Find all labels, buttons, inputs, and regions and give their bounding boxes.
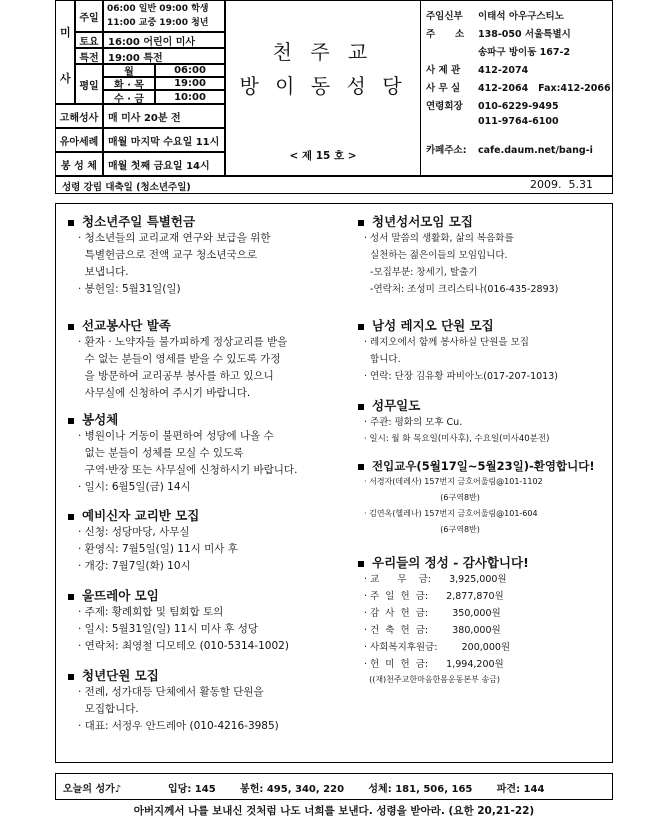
contact-row-rectory bbox=[426, 62, 612, 80]
section-title: 우리들의 정성 - 감사합니다! bbox=[372, 555, 529, 570]
contact-row-pastor bbox=[426, 8, 612, 26]
contact-row-address-2 bbox=[426, 44, 612, 62]
church-title-line-2: 방 이 동 성 당 bbox=[239, 74, 407, 98]
special-label: 특전 bbox=[75, 48, 103, 64]
offering-line: · 건 축 헌 금: 380,000원 bbox=[364, 625, 501, 636]
special-value: 19:00 특전 bbox=[103, 48, 225, 64]
section-line: 합니다. bbox=[364, 354, 401, 365]
section-title: 청년단원 모집 bbox=[82, 668, 159, 683]
contact-row-funeral-2 bbox=[426, 116, 612, 134]
section-line: · 환자 · 노약자들 불가피하게 정상교리를 받을 bbox=[78, 336, 288, 348]
bullet-icon bbox=[358, 324, 364, 330]
mass-label-char-1: 미 bbox=[60, 26, 71, 39]
section-line: · 일시: 6월5일(금) 14시 bbox=[78, 481, 191, 493]
section-line: -모집부분: 창세기, 탈출기 bbox=[364, 267, 478, 278]
section-line: · 주관: 평화의 모후 Cu. bbox=[364, 417, 463, 428]
contact-row-address bbox=[426, 26, 612, 44]
section-title: 예비신자 교리반 모집 bbox=[82, 508, 200, 523]
saturday-label: 토요 bbox=[75, 32, 103, 48]
weekday-day-1: 월 bbox=[103, 64, 155, 77]
section-line: · 청소년들의 교리교재 연구와 보급을 위한 bbox=[78, 232, 271, 244]
sunday-label: 주일 bbox=[75, 0, 103, 32]
weekday-time-3: 10:00 bbox=[155, 90, 225, 104]
bullet-icon bbox=[68, 674, 74, 680]
section-line: · 서경자(데레사) 157번지 금호어울림@101-1102 bbox=[364, 477, 543, 486]
section-line: · 일시: 월 화 목요일(미사후), 수요일(미사40분전) bbox=[364, 434, 550, 444]
contact-label-rectory: 사 제 관 bbox=[426, 65, 461, 76]
mass-label-char-2: 사 bbox=[60, 72, 71, 85]
confession-value: 매 미사 20분 전 bbox=[103, 104, 225, 128]
section-line: 구역·반장 또는 사무실에 신청하시기 바랍니다. bbox=[78, 464, 298, 476]
section-divine-office bbox=[358, 396, 610, 458]
bullet-icon bbox=[358, 561, 364, 567]
confession-label: 고해성사 bbox=[55, 104, 103, 128]
contact-value-address-2: 송파구 방이동 167-2 bbox=[478, 47, 571, 58]
contact-value-pastor: 이태석 아우구스티노 bbox=[478, 11, 564, 22]
mass-label-box bbox=[55, 0, 75, 104]
weekday-day-2: 화 · 목 bbox=[103, 77, 155, 90]
section-line: · 봉헌일: 5월31일(일) bbox=[78, 283, 181, 295]
contact-label-cafe: 카페주소: bbox=[426, 145, 467, 156]
weekday-day-3: 수 · 금 bbox=[103, 90, 155, 104]
offering-line: · 감 사 헌 금: 350,000원 bbox=[364, 608, 501, 619]
section-line: 실천하는 젊은이들의 모임입니다. bbox=[364, 250, 508, 261]
section-line: 수 없는 분들이 영세를 받을 수 있도록 가정 bbox=[78, 353, 281, 365]
section-new-parishioners bbox=[358, 458, 610, 553]
section-legio bbox=[358, 316, 610, 396]
contact-row-office bbox=[426, 80, 612, 98]
section-line: · 연락: 단장 김유황 파비아노(017-207-1013) bbox=[364, 371, 558, 382]
weekday-time-1: 06:00 bbox=[155, 64, 225, 77]
contact-value-office: 412-2064 Fax:412-2066 bbox=[478, 83, 611, 94]
section-title: 전입교우(5월17일~5월23일)-환영합니다! bbox=[372, 459, 595, 473]
section-communion-visit bbox=[68, 410, 353, 506]
section-bible-group bbox=[358, 212, 610, 316]
section-line: 특별헌금으로 전액 교구 청소년국으로 bbox=[78, 249, 257, 261]
section-line: · 개강: 7월7일(화) 10시 bbox=[78, 560, 191, 572]
contact-label-office: 사 무 실 bbox=[426, 83, 461, 94]
anointing-label: 봉 성 체 bbox=[55, 152, 103, 176]
contact-value-funeral-2: 011-9764-6100 bbox=[478, 116, 559, 127]
section-line: 모집합니다. bbox=[78, 703, 139, 715]
section-title: 청년성서모임 모집 bbox=[372, 214, 473, 229]
section-line: · 김연옥(헬레나) 157번지 금호어울림@101-604 bbox=[364, 509, 538, 518]
bullet-icon bbox=[68, 594, 74, 600]
section-title: 울뜨레아 모임 bbox=[82, 588, 159, 603]
weekday-label: 평일 bbox=[75, 64, 103, 104]
section-title: 봉성체 bbox=[82, 412, 119, 427]
anointing-value: 매월 첫째 금요일 14시 bbox=[103, 152, 225, 176]
offering-line: · 헌 미 헌 금: 1,994,200원 bbox=[364, 659, 504, 670]
bullet-icon bbox=[358, 404, 364, 410]
contact-value-address: 138-050 서울특별시 bbox=[478, 29, 571, 40]
section-line: 을 방문하여 교리공부 봉사를 하고 있으니 bbox=[78, 370, 274, 382]
section-line: · 대표: 서정우 안드레아 (010-4216-3985) bbox=[78, 720, 279, 732]
section-line: · 신청: 성당마당, 사무실 bbox=[78, 526, 190, 538]
section-offerings bbox=[358, 553, 610, 703]
section-youth-recruit bbox=[68, 666, 353, 746]
section-line: 보냅니다. bbox=[78, 266, 129, 278]
contact-value-cafe: cafe.daum.net/bang-i bbox=[478, 145, 593, 156]
contact-row-cafe bbox=[426, 142, 612, 160]
section-line: · 주제: 황례회합 및 팀회합 토의 bbox=[78, 606, 224, 618]
contact-row-funeral bbox=[426, 98, 612, 116]
section-title: 남성 레지오 단원 모집 bbox=[372, 318, 494, 333]
infant-baptism-label: 유아세례 bbox=[55, 128, 103, 152]
section-catechumen bbox=[68, 506, 353, 586]
section-title: 청소년주일 특별헌금 bbox=[82, 214, 196, 229]
church-title-line-1: 천 주 교 bbox=[272, 40, 374, 64]
bullet-icon bbox=[68, 418, 74, 424]
offering-note: ((재)천주교한마음한몸운동본부 송금) bbox=[364, 675, 501, 684]
section-line: · 성서 말씀의 생활화, 삶의 복음화를 bbox=[364, 233, 514, 244]
section-ultreya bbox=[68, 586, 353, 666]
contact-block bbox=[426, 8, 612, 160]
contact-label-pastor: 주임신부 bbox=[426, 11, 463, 22]
right-column bbox=[358, 212, 610, 703]
saturday-value: 16:00 어린이 미사 bbox=[103, 32, 225, 48]
sunday-times bbox=[103, 0, 225, 32]
section-mission-team bbox=[68, 316, 353, 410]
issue-number: < 제 15 호 > bbox=[289, 150, 357, 162]
section-line: · 일시: 5월31일(일) 11시 미사 후 성당 bbox=[78, 623, 259, 635]
bullet-icon bbox=[68, 220, 74, 226]
contact-value-rectory: 412-2074 bbox=[478, 65, 529, 76]
left-column bbox=[68, 212, 353, 746]
offering-line: · 교 무 금: 3,925,000원 bbox=[364, 574, 507, 585]
songs-label: 오늘의 성가♪ bbox=[63, 784, 122, 795]
section-youth-offering bbox=[68, 212, 353, 316]
section-line: (6구역8반) bbox=[364, 525, 480, 534]
songs-value: 입당: 145 봉헌: 495, 340, 220 성체: 181, 506, 165 파견: 144 bbox=[168, 784, 545, 795]
gospel-verse: 아버지께서 나를 보내신 것처럼 나도 너희를 보낸다. 성령을 받아라. (요한 20,21-22) bbox=[133, 805, 535, 817]
section-title: 선교봉사단 발족 bbox=[82, 318, 171, 333]
weekday-time-2: 19:00 bbox=[155, 77, 225, 90]
bullet-icon bbox=[358, 464, 364, 470]
section-line: · 레지오에서 함께 봉사하실 단원을 모집 bbox=[364, 337, 529, 348]
section-title: 성무일도 bbox=[372, 398, 421, 413]
issue-date: 2009. 5.31 bbox=[530, 178, 593, 191]
offering-line: · 사회복지후원금: 200,000원 bbox=[364, 642, 511, 653]
bullet-icon bbox=[68, 324, 74, 330]
section-line: · 연락처: 최영철 디모테오 (010-5314-1002) bbox=[78, 640, 289, 652]
infant-baptism-value: 매월 마지막 수요일 11시 bbox=[103, 128, 225, 152]
section-line: -연락처: 조성미 크리스티나(016-435-2893) bbox=[364, 284, 559, 295]
sunday-times-line-2: 11:00 교중 19:00 청년 bbox=[107, 18, 209, 28]
offering-line: · 주 일 헌 금: 2,877,870원 bbox=[364, 591, 504, 602]
section-line: · 환영식: 7월5일(일) 11시 미사 후 bbox=[78, 543, 238, 555]
section-line: 사무실에 신청하여 주시기 바랍니다. bbox=[78, 387, 251, 399]
section-line: 없는 분들이 성체를 모실 수 있도록 bbox=[78, 447, 244, 459]
contact-value-funeral: 010-6229-9495 bbox=[478, 101, 559, 112]
contact-label-address: 주 소 bbox=[426, 29, 465, 40]
sunday-times-line-1: 06:00 일반 09:00 학생 bbox=[107, 4, 209, 14]
section-line: (6구역8반) bbox=[364, 493, 480, 502]
section-line: · 병원이나 거동이 불편하여 성당에 나올 수 bbox=[78, 430, 274, 442]
bullet-icon bbox=[358, 220, 364, 226]
section-line: · 전례, 성가대등 단체에서 활동할 단원을 bbox=[78, 686, 264, 698]
contact-label-funeral: 연령회장 bbox=[426, 101, 463, 112]
bullet-icon bbox=[68, 514, 74, 520]
feast-title: 성령 강림 대축일 (청소년주일) bbox=[62, 182, 191, 193]
